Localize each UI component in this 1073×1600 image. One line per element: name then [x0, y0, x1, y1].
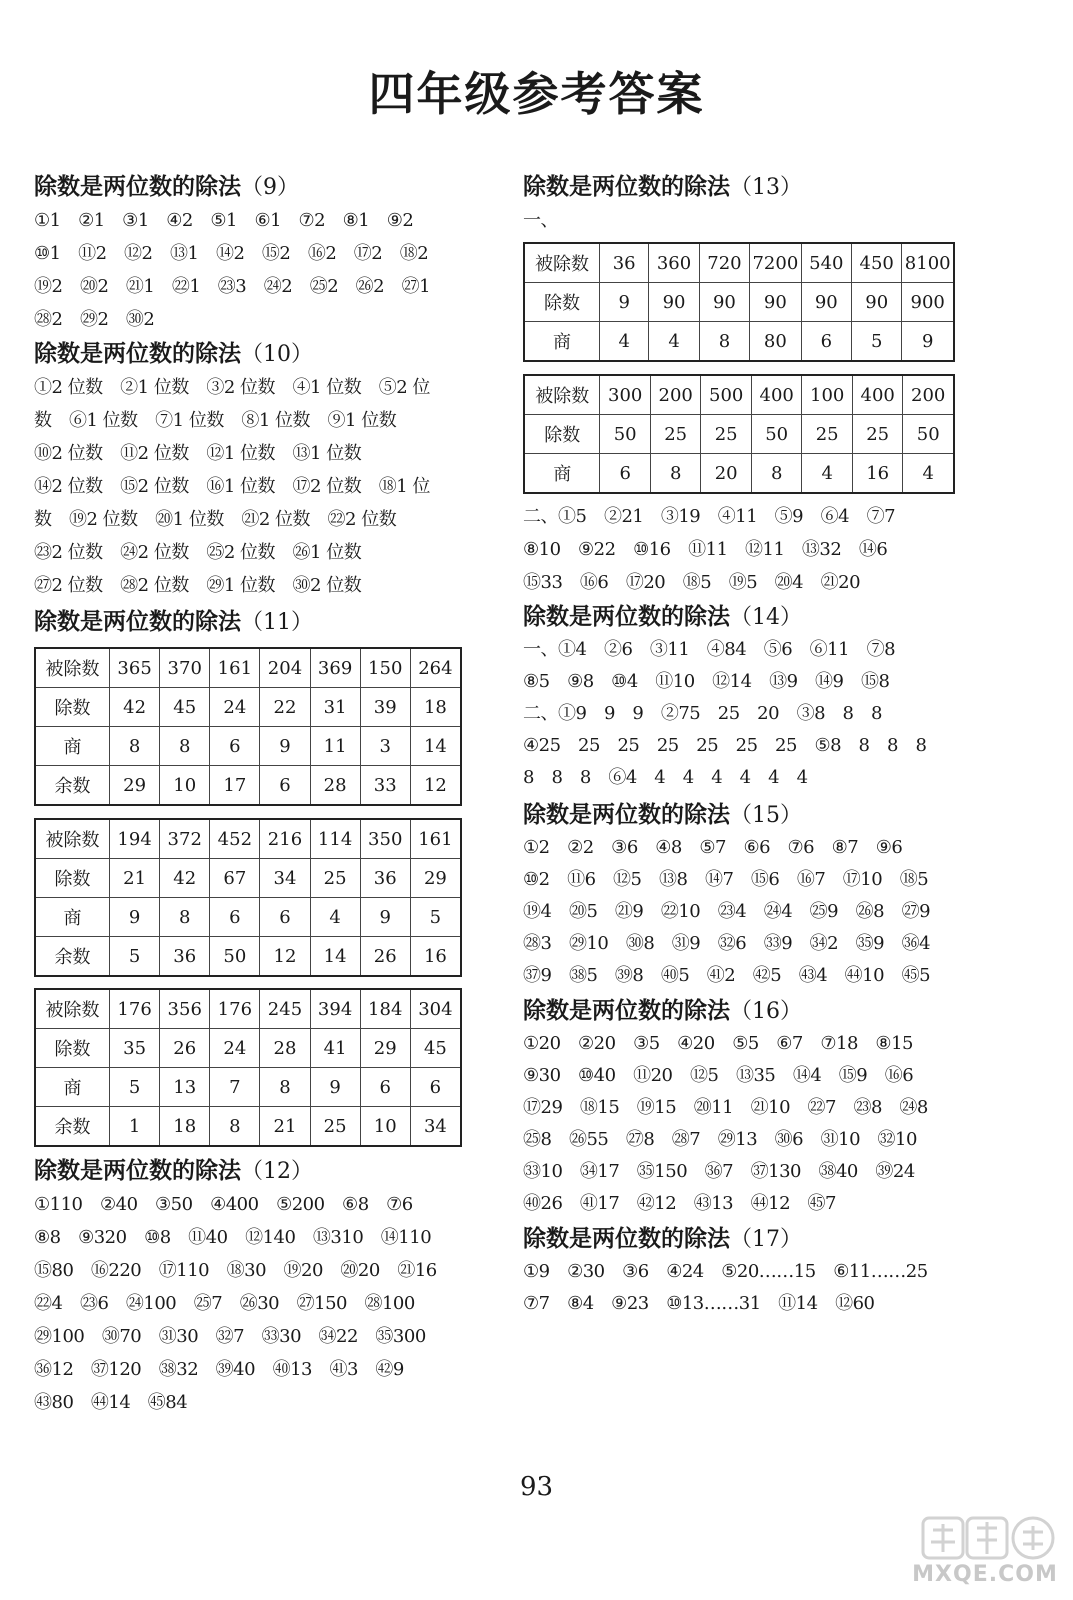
section-12 — [34, 1154, 474, 1419]
table-cell: 36 — [360, 859, 410, 898]
table-row — [35, 937, 461, 977]
row-label: 商 — [35, 727, 110, 766]
answer-line: ⑮33 ⑯6 ⑰20 ⑱5 ⑲5 ⑳4 ㉑20 — [523, 572, 861, 593]
table-cell: 4 — [802, 454, 853, 494]
answer-line: ㉗2 位数 ㉘2 位数 ㉙1 位数 ㉚2 位数 — [34, 575, 362, 596]
table-cell: 9 — [310, 1068, 360, 1107]
answer-line: ①9 ②30 ③6 ④24 ⑤20……15 ⑥11……25 — [523, 1261, 928, 1282]
answer-line: ④25 25 25 25 25 25 25 ⑤8 8 8 8 — [523, 735, 927, 756]
table-row — [524, 243, 954, 283]
heading-text: 除数是两位数的除法 — [523, 802, 730, 828]
table-cell: 34 — [410, 1107, 461, 1147]
section-16 — [523, 994, 993, 1220]
row-label: 被除数 — [524, 243, 600, 283]
table-cell: 200 — [903, 375, 954, 415]
table-cell: 7 — [210, 1068, 260, 1107]
section-heading — [523, 170, 993, 204]
table-cell: 9 — [360, 898, 410, 937]
table-cell: 8 — [260, 1068, 310, 1107]
table-cell: 365 — [110, 648, 160, 688]
table-cell: 204 — [260, 648, 310, 688]
table-cell: 350 — [360, 819, 410, 859]
table-row — [35, 648, 461, 688]
watermark — [905, 1512, 1065, 1592]
table-cell: 24 — [210, 1029, 260, 1068]
section-heading — [523, 798, 993, 832]
table-cell: 8 — [650, 454, 701, 494]
page-title: 四年级参考答案 — [368, 67, 705, 121]
answer-table — [523, 374, 955, 494]
table-cell: 7200 — [750, 243, 802, 283]
table-cell: 18 — [410, 688, 461, 727]
table-cell: 400 — [751, 375, 802, 415]
table-cell: 6 — [210, 898, 260, 937]
table-cell: 14 — [410, 727, 461, 766]
table-cell: 5 — [852, 322, 902, 362]
table-cell: 6 — [210, 727, 260, 766]
table-cell: 6 — [360, 1068, 410, 1107]
heading-text: 除数是两位数的除法 — [34, 1158, 241, 1184]
table-cell: 8 — [160, 727, 210, 766]
table-cell: 720 — [699, 243, 749, 283]
section-heading — [34, 337, 474, 371]
answer-line: ⑲4 ⑳5 ㉑9 ㉒10 ㉓4 ㉔4 ㉕9 ㉖8 ㉗9 — [523, 901, 931, 922]
table-cell: 8100 — [902, 243, 954, 283]
answer-line: 数 ⑲2 位数 ⑳1 位数 ㉑2 位数 ㉒2 位数 — [34, 509, 397, 530]
table-cell: 39 — [360, 688, 410, 727]
table-cell: 18 — [160, 1107, 210, 1147]
heading-text: 除数是两位数的除法 — [523, 604, 730, 630]
table-cell: 25 — [310, 1107, 360, 1147]
heading-text: 除数是两位数的除法 — [523, 1226, 730, 1252]
table-cell: 16 — [410, 937, 461, 977]
row-label: 除数 — [524, 415, 600, 454]
table-cell: 161 — [410, 819, 461, 859]
table-cell: 80 — [750, 322, 802, 362]
table-cell: 8 — [110, 727, 160, 766]
table-cell: 245 — [260, 989, 310, 1029]
table-cell: 1 — [110, 1107, 160, 1147]
row-label: 商 — [35, 1068, 110, 1107]
section-17 — [523, 1222, 993, 1320]
heading-text: 除数是两位数的除法 — [523, 998, 730, 1024]
table-cell: 50 — [903, 415, 954, 454]
answer-line: 一、①4 ②6 ③11 ④84 ⑤6 ⑥11 ⑦8 — [523, 639, 896, 660]
table-cell: 4 — [649, 322, 699, 362]
table-cell: 25 — [852, 415, 903, 454]
table-row — [35, 1029, 461, 1068]
table-cell: 452 — [210, 819, 260, 859]
answer-line: ⑨30 ⑩40 ⑪20 ⑫5 ⑬35 ⑭4 ⑮9 ⑯6 — [523, 1065, 914, 1086]
answer-line: ㊱12 ㊲120 ㊳32 ㊴40 ㊵13 ㊶3 ㊷9 — [34, 1359, 404, 1380]
table-cell: 9 — [260, 727, 310, 766]
answer-table — [34, 647, 462, 806]
table-cell: 264 — [410, 648, 461, 688]
answer-line: 二、①9 9 9 ②75 25 20 ③8 8 8 — [523, 703, 882, 724]
table-cell: 194 — [110, 819, 160, 859]
table-cell: 10 — [160, 766, 210, 806]
table-cell: 500 — [701, 375, 752, 415]
table-cell: 36 — [600, 243, 649, 283]
table-cell: 25 — [310, 859, 360, 898]
table-cell: 26 — [160, 1029, 210, 1068]
table-cell: 21 — [110, 859, 160, 898]
table-cell: 29 — [110, 766, 160, 806]
answer-line: ㉙100 ㉚70 ㉛30 ㉜7 ㉝30 ㉞22 ㉟300 — [34, 1326, 426, 1347]
table-cell: 6 — [801, 322, 851, 362]
table-cell: 10 — [360, 1107, 410, 1147]
table-cell: 67 — [210, 859, 260, 898]
table-cell: 35 — [110, 1029, 160, 1068]
answer-line: 数 ⑥1 位数 ⑦1 位数 ⑧1 位数 ⑨1 位数 — [34, 410, 397, 431]
table-cell: 9 — [600, 283, 649, 322]
table-cell: 42 — [160, 859, 210, 898]
section-heading — [34, 1154, 474, 1188]
table-cell: 304 — [410, 989, 461, 1029]
table-cell: 45 — [410, 1029, 461, 1068]
table-cell: 90 — [699, 283, 749, 322]
table-cell: 13 — [160, 1068, 210, 1107]
heading-text: 除数是两位数的除法 — [34, 174, 241, 200]
section-13 — [523, 170, 993, 237]
table-cell: 372 — [160, 819, 210, 859]
table-cell: 33 — [360, 766, 410, 806]
table-cell: 12 — [410, 766, 461, 806]
section-13-part2 — [523, 500, 993, 599]
answer-logo-icon — [905, 1512, 1065, 1564]
page-number: 93 — [519, 1472, 554, 1502]
section-heading — [523, 994, 993, 1028]
table-row — [35, 859, 461, 898]
table-cell: 176 — [210, 989, 260, 1029]
table-cell: 90 — [649, 283, 699, 322]
answer-line: ⑩2 位数 ⑪2 位数 ⑫1 位数 ⑬1 位数 — [34, 443, 362, 464]
table-cell: 4 — [600, 322, 649, 362]
table-cell: 150 — [360, 648, 410, 688]
answer-line: ㉝10 ㉞17 ㉟150 ㊱7 ㊲130 ㊳40 ㊴24 — [523, 1161, 915, 1182]
table-cell: 394 — [310, 989, 360, 1029]
heading-number: （10） — [241, 342, 313, 367]
row-label: 除数 — [35, 1029, 110, 1068]
answer-line: ㊲9 ㊳5 ㊴8 ㊵5 ㊶2 ㊷5 ㊸4 ㊹10 ㊺5 — [523, 965, 931, 986]
answer-line: 8 8 8 ⑥4 4 4 4 4 4 4 — [523, 767, 808, 788]
answer-line: ①1 ②1 ③1 ④2 ⑤1 ⑥1 ⑦2 ⑧1 ⑨2 — [34, 210, 414, 231]
table-row — [35, 688, 461, 727]
table-row — [35, 1107, 461, 1147]
table-row — [524, 322, 954, 362]
table-row — [35, 1068, 461, 1107]
table-cell: 4 — [310, 898, 360, 937]
answer-line: ㉕8 ㉖55 ㉗8 ㉘7 ㉙13 ㉚6 ㉛10 ㉜10 — [523, 1129, 917, 1150]
answer-line: ①20 ②20 ③5 ④20 ⑤5 ⑥7 ⑦18 ⑧15 — [523, 1033, 913, 1054]
answer-line: ①2 ②2 ③6 ④8 ⑤7 ⑥6 ⑦6 ⑧7 ⑨6 — [523, 837, 903, 858]
row-label: 除数 — [35, 688, 110, 727]
table-cell: 20 — [701, 454, 752, 494]
table-cell: 14 — [310, 937, 360, 977]
table-cell: 24 — [210, 688, 260, 727]
table-cell: 114 — [310, 819, 360, 859]
table-cell: 6 — [410, 1068, 461, 1107]
table-cell: 5 — [110, 1068, 160, 1107]
table-cell: 450 — [852, 243, 902, 283]
table-cell: 21 — [260, 1107, 310, 1147]
answer-line: ①2 位数 ②1 位数 ③2 位数 ④1 位数 ⑤2 位 — [34, 377, 430, 398]
section-heading — [523, 1222, 993, 1256]
row-label: 余数 — [35, 1107, 110, 1147]
table-cell: 8 — [751, 454, 802, 494]
table-cell: 300 — [600, 375, 651, 415]
section-10 — [34, 337, 474, 602]
table-cell: 9 — [110, 898, 160, 937]
table-cell: 6 — [600, 454, 651, 494]
section-11 — [34, 605, 474, 639]
table-cell: 184 — [360, 989, 410, 1029]
row-label: 除数 — [35, 859, 110, 898]
table-row — [35, 989, 461, 1029]
row-label: 被除数 — [35, 648, 110, 688]
table-cell: 42 — [110, 688, 160, 727]
section-heading — [523, 600, 993, 634]
table-cell: 50 — [751, 415, 802, 454]
table-cell: 9 — [902, 322, 954, 362]
table-cell: 900 — [902, 283, 954, 322]
answer-line: ㉓2 位数 ㉔2 位数 ㉕2 位数 ㉖1 位数 — [34, 542, 362, 563]
table-cell: 26 — [360, 937, 410, 977]
row-label: 商 — [524, 454, 600, 494]
table-cell: 216 — [260, 819, 310, 859]
table-cell: 34 — [260, 859, 310, 898]
row-label: 被除数 — [524, 375, 600, 415]
answer-line: ⑰29 ⑱15 ⑲15 ⑳11 ㉑10 ㉒7 ㉓8 ㉔8 — [523, 1097, 928, 1118]
table-cell: 5 — [110, 937, 160, 977]
section-9 — [34, 170, 474, 336]
table-row — [524, 375, 954, 415]
table-row — [35, 727, 461, 766]
table-cell: 16 — [852, 454, 903, 494]
section-heading — [34, 605, 474, 639]
row-label: 被除数 — [35, 819, 110, 859]
section-15 — [523, 798, 993, 992]
answer-line: ㊸80 ㊹14 ㊺84 — [34, 1392, 188, 1413]
table-cell: 540 — [801, 243, 851, 283]
table-cell: 45 — [160, 688, 210, 727]
table-cell: 29 — [410, 859, 461, 898]
answer-table — [34, 988, 462, 1147]
table-cell: 31 — [310, 688, 360, 727]
table-cell: 360 — [649, 243, 699, 283]
row-label: 余数 — [35, 766, 110, 806]
section-14 — [523, 600, 993, 794]
heading-number: （9） — [241, 175, 299, 200]
table-cell: 400 — [852, 375, 903, 415]
table-cell: 8 — [699, 322, 749, 362]
table-cell: 12 — [260, 937, 310, 977]
watermark-text: MXQE.COM — [912, 1562, 1058, 1587]
answer-line: ㊵26 ㊶17 ㊷12 ㊸13 ㊹12 ㊺7 — [523, 1193, 836, 1214]
answer-line: ⑧5 ⑨8 ⑩4 ⑪10 ⑫14 ⑬9 ⑭9 ⑮8 — [523, 671, 890, 692]
table-cell: 369 — [310, 648, 360, 688]
heading-number: （15） — [730, 803, 802, 828]
table-cell: 41 — [310, 1029, 360, 1068]
table-row — [524, 283, 954, 322]
heading-number: （12） — [241, 1159, 313, 1184]
table-cell: 36 — [160, 937, 210, 977]
table-cell: 28 — [310, 766, 360, 806]
table-cell: 25 — [701, 415, 752, 454]
table-row — [524, 415, 954, 454]
table-cell: 5 — [410, 898, 461, 937]
heading-number: （11） — [241, 610, 313, 635]
heading-text: 除数是两位数的除法 — [523, 174, 730, 200]
answer-line: 二、①5 ②21 ③19 ④11 ⑤9 ⑥4 ⑦7 — [523, 506, 896, 527]
answer-line: ⑩1 ⑪2 ⑫2 ⑬1 ⑭2 ⑮2 ⑯2 ⑰2 ⑱2 — [34, 243, 429, 264]
table-cell: 370 — [160, 648, 210, 688]
heading-text: 除数是两位数的除法 — [34, 609, 241, 635]
row-label: 商 — [524, 322, 600, 362]
heading-number: （16） — [730, 999, 802, 1024]
table-cell: 90 — [750, 283, 802, 322]
table-row — [35, 898, 461, 937]
heading-number: （14） — [730, 605, 802, 630]
table-cell: 176 — [110, 989, 160, 1029]
table-cell: 50 — [210, 937, 260, 977]
table-cell: 25 — [650, 415, 701, 454]
table-cell: 50 — [600, 415, 651, 454]
answer-line: ⑦7 ⑧4 ⑨23 ⑩13……31 ⑪14 ⑫60 — [523, 1293, 875, 1314]
table-cell: 4 — [903, 454, 954, 494]
table-cell: 25 — [802, 415, 853, 454]
heading-text: 除数是两位数的除法 — [34, 341, 241, 367]
answer-line: ㉘3 ㉙10 ㉚8 ㉛9 ㉜6 ㉝9 ㉞2 ㉟9 ㊱4 — [523, 933, 931, 954]
table-row — [35, 819, 461, 859]
table-cell: 90 — [852, 283, 902, 322]
part-label: 一、 — [523, 210, 558, 231]
table-cell: 200 — [650, 375, 701, 415]
table-cell: 29 — [360, 1029, 410, 1068]
table-row — [524, 454, 954, 494]
heading-number: （13） — [730, 175, 802, 200]
table-cell: 17 — [210, 766, 260, 806]
answer-line: ⑮80 ⑯220 ⑰110 ⑱30 ⑲20 ⑳20 ㉑16 — [34, 1260, 437, 1281]
table-cell: 161 — [210, 648, 260, 688]
answer-line: ㉒4 ㉓6 ㉔100 ㉕7 ㉖30 ㉗150 ㉘100 — [34, 1293, 415, 1314]
table-cell: 8 — [210, 1107, 260, 1147]
row-label: 除数 — [524, 283, 600, 322]
answer-line: ⑲2 ⑳2 ㉑1 ㉒1 ㉓3 ㉔2 ㉕2 ㉖2 ㉗1 — [34, 276, 431, 297]
section-heading — [34, 170, 474, 204]
answer-line: ⑩2 ⑪6 ⑫5 ⑬8 ⑭7 ⑮6 ⑯7 ⑰10 ⑱5 — [523, 869, 929, 890]
table-cell: 3 — [360, 727, 410, 766]
table-cell: 6 — [260, 898, 310, 937]
table-cell: 6 — [260, 766, 310, 806]
heading-number: （17） — [730, 1227, 802, 1252]
answer-line: ㉘2 ㉙2 ㉚2 — [34, 309, 155, 330]
table-cell: 356 — [160, 989, 210, 1029]
answer-line: ⑧8 ⑨320 ⑩8 ⑪40 ⑫140 ⑬310 ⑭110 — [34, 1227, 432, 1248]
answer-line: ①110 ②40 ③50 ④400 ⑤200 ⑥8 ⑦6 — [34, 1194, 413, 1215]
table-row — [35, 766, 461, 806]
row-label: 商 — [35, 898, 110, 937]
answer-line: ⑧10 ⑨22 ⑩16 ⑪11 ⑫11 ⑬32 ⑭6 — [523, 539, 888, 560]
table-cell: 8 — [160, 898, 210, 937]
table-cell: 28 — [260, 1029, 310, 1068]
answer-table — [523, 242, 955, 362]
answer-table — [34, 818, 462, 977]
table-cell: 22 — [260, 688, 310, 727]
table-cell: 90 — [801, 283, 851, 322]
row-label: 余数 — [35, 937, 110, 977]
answer-line: ⑭2 位数 ⑮2 位数 ⑯1 位数 ⑰2 位数 ⑱1 位 — [34, 476, 430, 497]
table-cell: 100 — [802, 375, 853, 415]
row-label: 被除数 — [35, 989, 110, 1029]
table-cell: 11 — [310, 727, 360, 766]
